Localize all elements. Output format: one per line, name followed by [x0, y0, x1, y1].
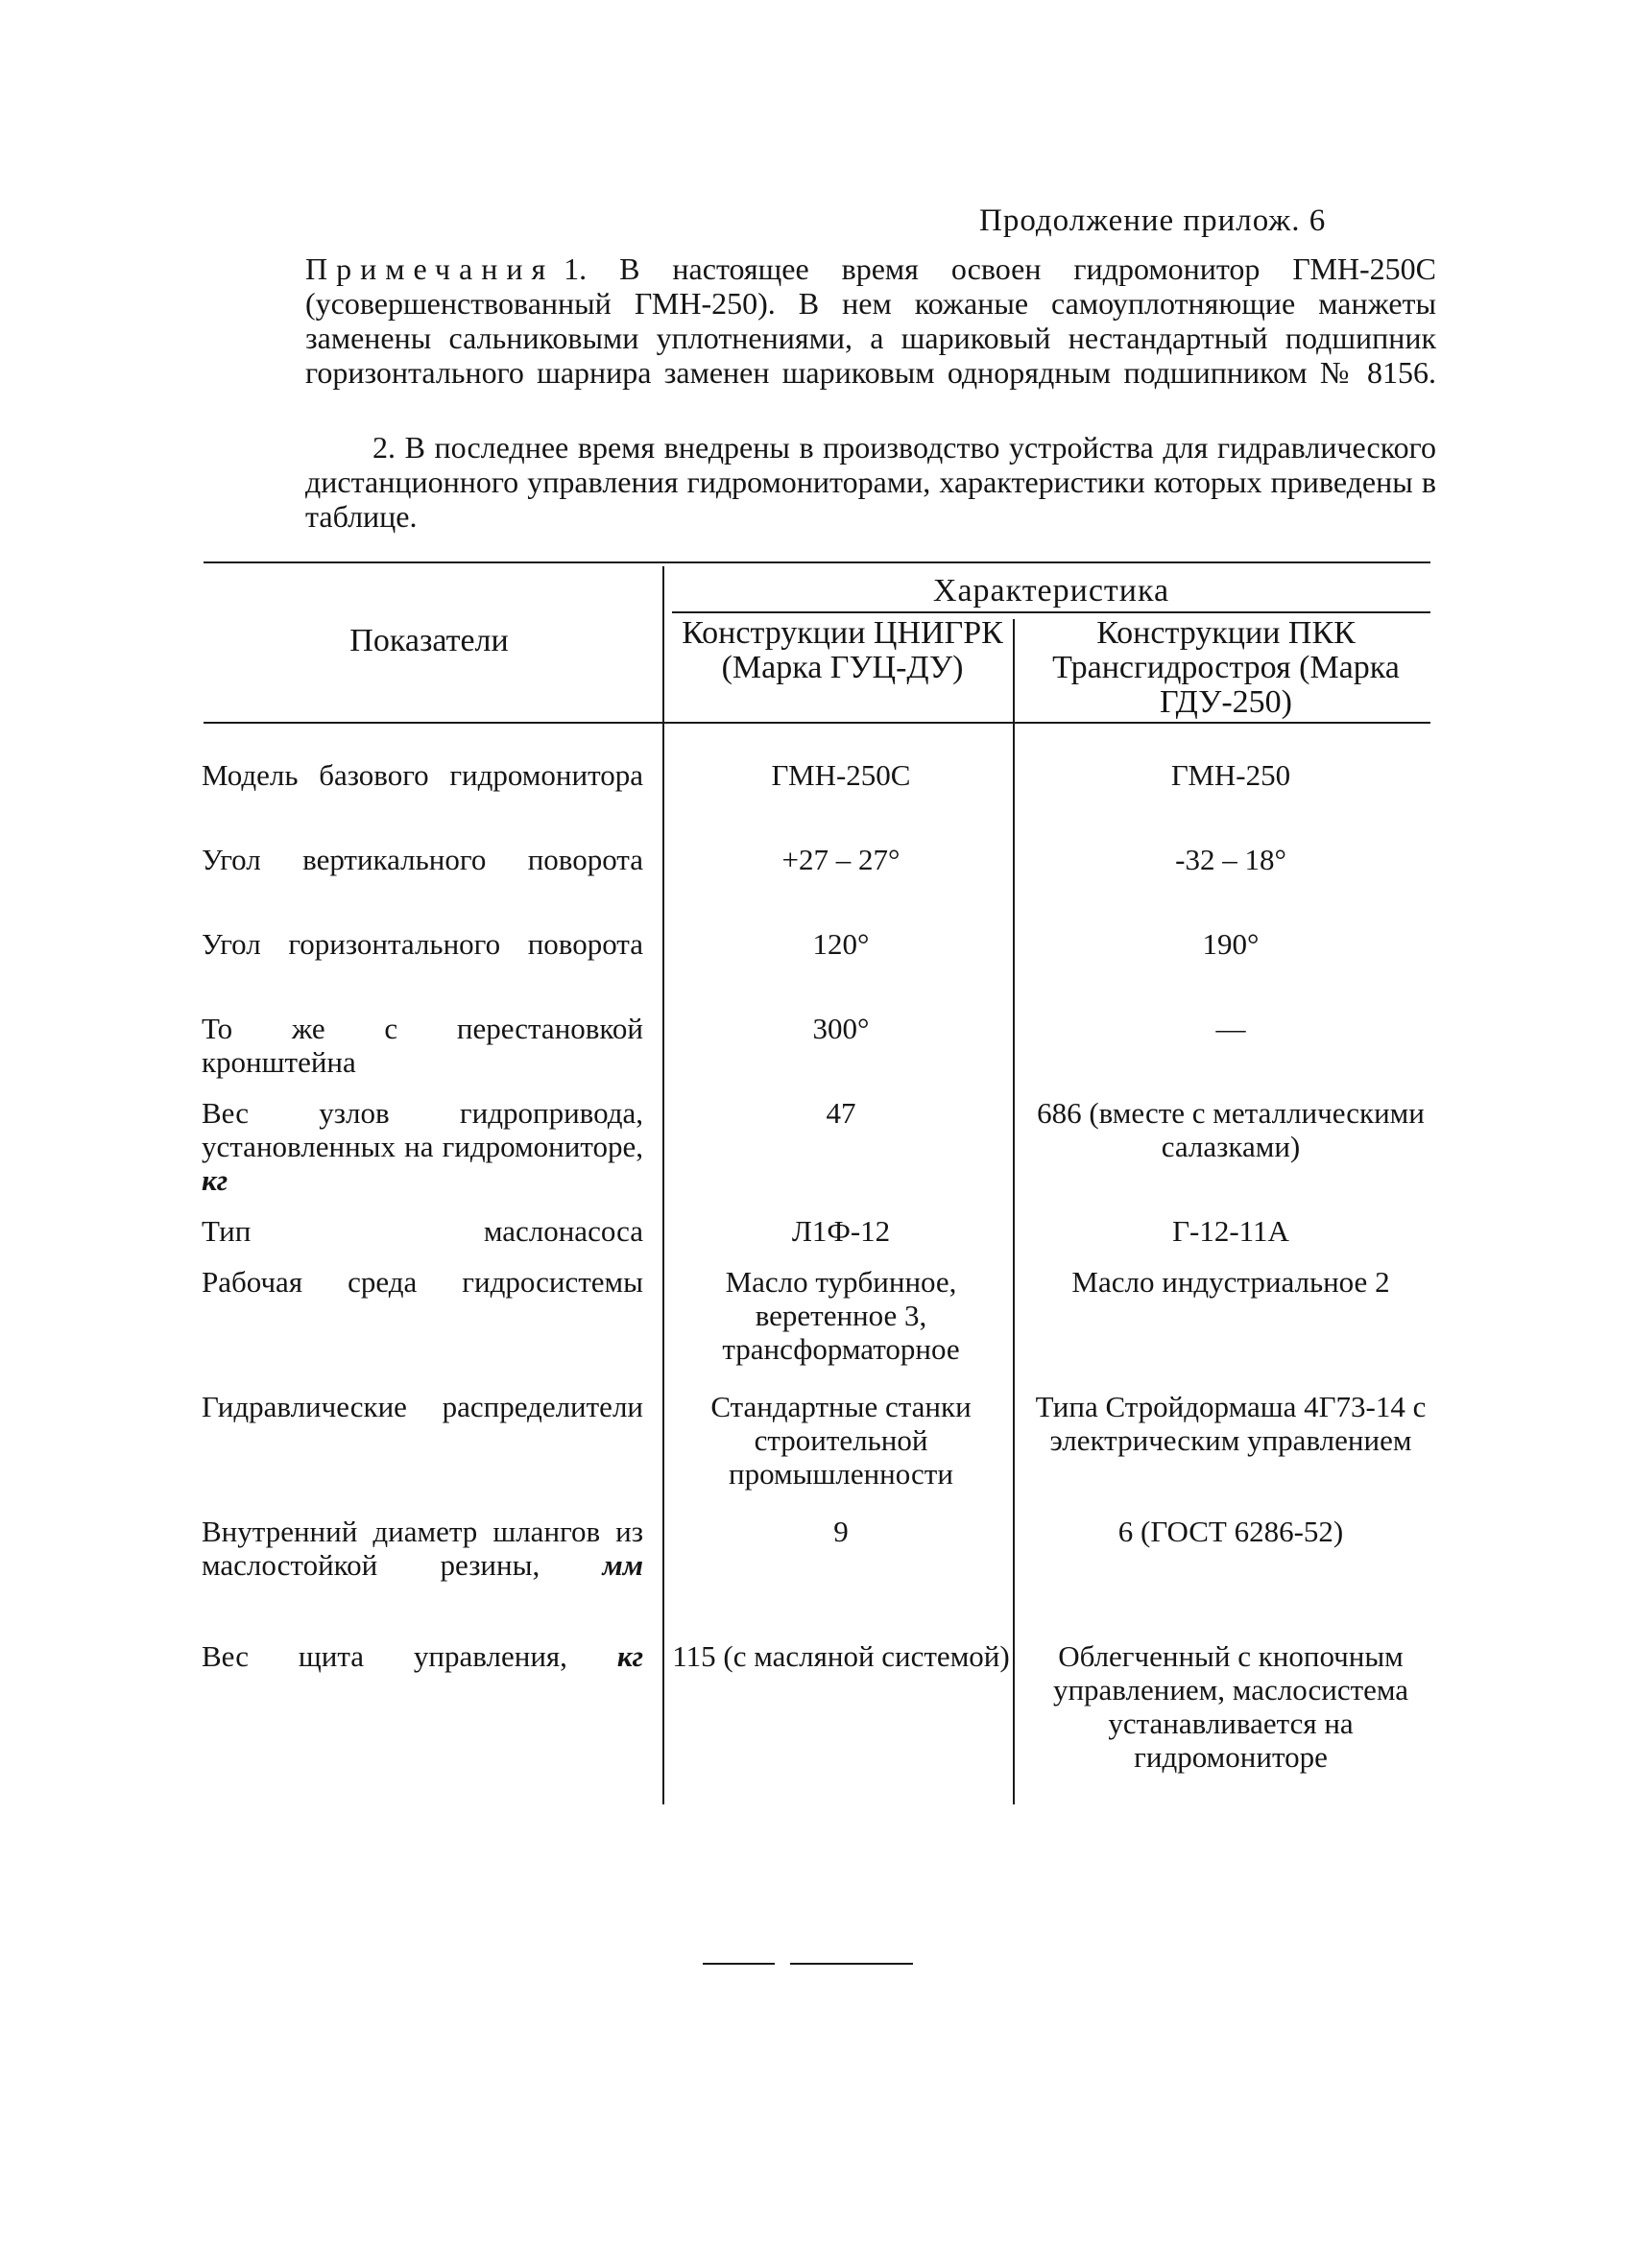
note-2 — [305, 430, 1436, 534]
row-value-c2: Облегченный с кнопочным управлением, маслосистема устанавливается на гидромониторе — [1052, 1639, 1409, 1774]
row-label: Гидравлические распределители — [202, 1390, 643, 1423]
row-value-c1: Масло турбинное, веретенное 3, трансформаторное — [722, 1265, 960, 1366]
page-heading: Продолжение прилож. 6 — [979, 203, 1327, 238]
row-label-text: Вес щита управления, — [202, 1639, 567, 1673]
row-label: Угол горизонтального поворота — [202, 927, 643, 961]
row-value-c2: 6 (ГОСТ 6286-52) — [1117, 1515, 1344, 1548]
row-label: То же с перестановкой кронштейна — [202, 1012, 643, 1079]
row-value-c2: -32 – 18° — [1175, 843, 1286, 876]
row-value-c2: 686 (вместе с металлическими салазками) — [1037, 1096, 1425, 1163]
row-value-c1: Л1Ф-12 — [791, 1214, 891, 1248]
table-top-rule — [204, 561, 1430, 563]
row-label-text: Вес узлов гидропривода, установленных на гидромониторе, — [202, 1096, 643, 1163]
note-1-prefix: Примечания — [305, 251, 555, 286]
row-label-text: Внутренний диаметр шлангов из маслостойкой резины, — [202, 1515, 643, 1582]
note-2-text: 2. В последнее время внедрены в производство устройства для гидравлического дистанционного управления гидромониторами, характеристики которых приведены в таблице. — [305, 430, 1436, 534]
row-value-c2: ГМН-250 — [1170, 758, 1291, 792]
end-divider-right — [790, 1963, 913, 1965]
row-label-with-unit — [202, 1639, 643, 1673]
row-value-c2: Г-12-11А — [1172, 1214, 1289, 1248]
row-value-c2: Типа Стройдормаша 4Г73-14 с электрическим управлением — [1035, 1390, 1427, 1457]
row-unit: мм — [602, 1548, 644, 1582]
row-value-c1: ГМН-250С — [771, 758, 911, 792]
row-label-with-unit — [202, 1096, 643, 1197]
row-value-c1: 300° — [812, 1012, 870, 1045]
row-label: Модель базового гидромонитора — [202, 758, 643, 792]
header-indicators: Показатели — [349, 623, 509, 658]
header-characteristic: Характеристика — [932, 573, 1170, 609]
row-value-c1: 9 — [833, 1515, 849, 1548]
row-label: Тип маслонасоса — [202, 1214, 643, 1248]
row-value-c1: +27 – 27° — [781, 843, 901, 876]
row-unit: кг — [616, 1639, 644, 1673]
row-value-c2: 190° — [1202, 927, 1260, 961]
row-unit: кг — [202, 1163, 228, 1197]
header-bottom-rule — [204, 722, 1430, 724]
header-construction-cnigrk: Конструкции ЦНИГРК (Марка ГУЦ-ДУ) — [682, 615, 1003, 685]
column-divider-1 — [662, 566, 664, 1804]
header-construction-pkk: Конструкции ПКК Трансгидростроя (Марка ГДУ-250) — [1052, 615, 1400, 720]
row-value-c1: 120° — [812, 927, 870, 961]
row-label: Рабочая среда гидросистемы — [202, 1265, 643, 1299]
note-1-text: 1. В настоящее время освоен гидромонитор ГМН-250С (усовершенствованный ГМН-250). В нем кожаные самоуплотняющие манжеты заменены сальниковыми уплотнениями, а шариковый нестандартный подшипник горизонтального шарнира заменен шариковым однорядным подшипником № 8156. — [305, 251, 1436, 390]
row-value-c1: 47 — [826, 1096, 856, 1130]
end-divider-left — [703, 1963, 775, 1965]
row-value-c2: Масло индустриальное 2 — [1071, 1265, 1390, 1299]
row-value-c1: 115 (с масляной системой) — [672, 1639, 1010, 1673]
note-1 — [305, 251, 1436, 390]
row-value-c2: — — [1215, 1012, 1246, 1045]
row-value-c1: Стандартные станки строительной промышленности — [710, 1390, 972, 1491]
header-subrule — [672, 611, 1430, 613]
row-label: Угол вертикального поворота — [202, 843, 643, 876]
row-label-with-unit — [202, 1515, 643, 1582]
column-divider-2 — [1013, 619, 1015, 1804]
